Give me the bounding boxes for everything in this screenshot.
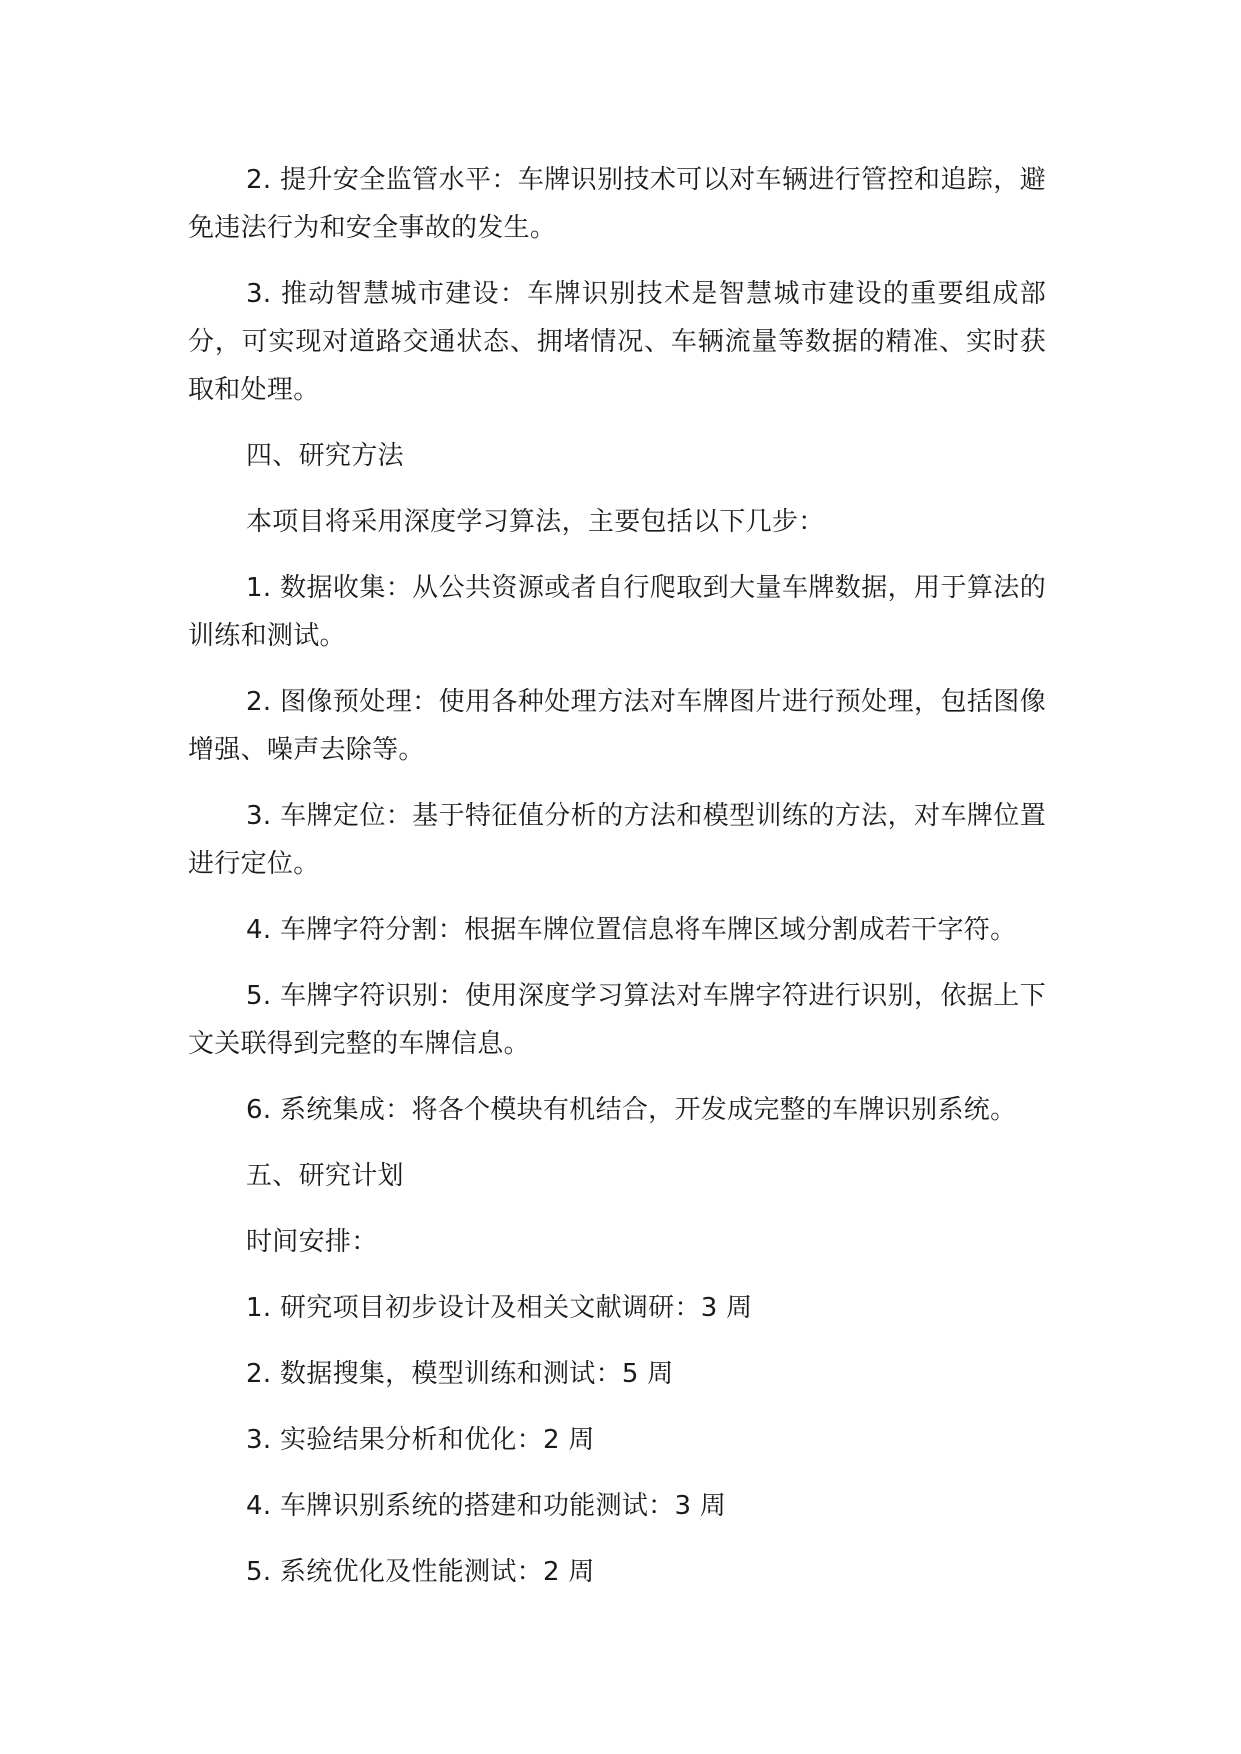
paragraph-supervision: 2. 提升安全监管水平：车牌识别技术可以对车辆进行管控和追踪，避免违法行为和安全事故的发生。 <box>188 165 1046 243</box>
section-heading-plan: 五、研究计划 <box>246 1161 404 1191</box>
list-item-system-integration: 6. 系统集成：将各个模块有机结合，开发成完整的车牌识别系统。 <box>246 1095 1017 1125</box>
schedule-item-1: 1. 研究项目初步设计及相关文献调研：3 周 <box>246 1293 753 1323</box>
section-heading-methods: 四、研究方法 <box>246 441 404 471</box>
list-item-preprocessing: 2. 图像预处理：使用各种处理方法对车牌图片进行预处理，包括图像增强、噪声去除等。 <box>188 687 1046 765</box>
paragraph-schedule-intro: 时间安排： <box>246 1227 378 1257</box>
list-item-plate-location: 3. 车牌定位：基于特征值分析的方法和模型训练的方法，对车牌位置进行定位。 <box>188 801 1046 879</box>
list-item-char-recognition: 5. 车牌字符识别：使用深度学习算法对车牌字符进行识别，依据上下文关联得到完整的车牌信息。 <box>188 981 1046 1059</box>
list-item-data-collection: 1. 数据收集：从公共资源或者自行爬取到大量车牌数据，用于算法的训练和测试。 <box>188 573 1046 651</box>
schedule-item-4: 4. 车牌识别系统的搭建和功能测试：3 周 <box>246 1491 727 1521</box>
schedule-item-5: 5. 系统优化及性能测试：2 周 <box>246 1557 595 1587</box>
paragraph-methods-intro: 本项目将采用深度学习算法，主要包括以下几步： <box>246 507 825 537</box>
paragraph-smart-city: 3. 推动智慧城市建设：车牌识别技术是智慧城市建设的重要组成部分，可实现对道路交通状态、拥堵情况、车辆流量等数据的精准、实时获取和处理。 <box>188 279 1046 405</box>
schedule-item-3: 3. 实验结果分析和优化：2 周 <box>246 1425 595 1455</box>
list-item-char-segmentation: 4. 车牌字符分割：根据车牌位置信息将车牌区域分割成若干字符。 <box>246 915 1017 945</box>
schedule-item-2: 2. 数据搜集，模型训练和测试：5 周 <box>246 1359 674 1389</box>
document-body <box>188 156 1046 1614</box>
